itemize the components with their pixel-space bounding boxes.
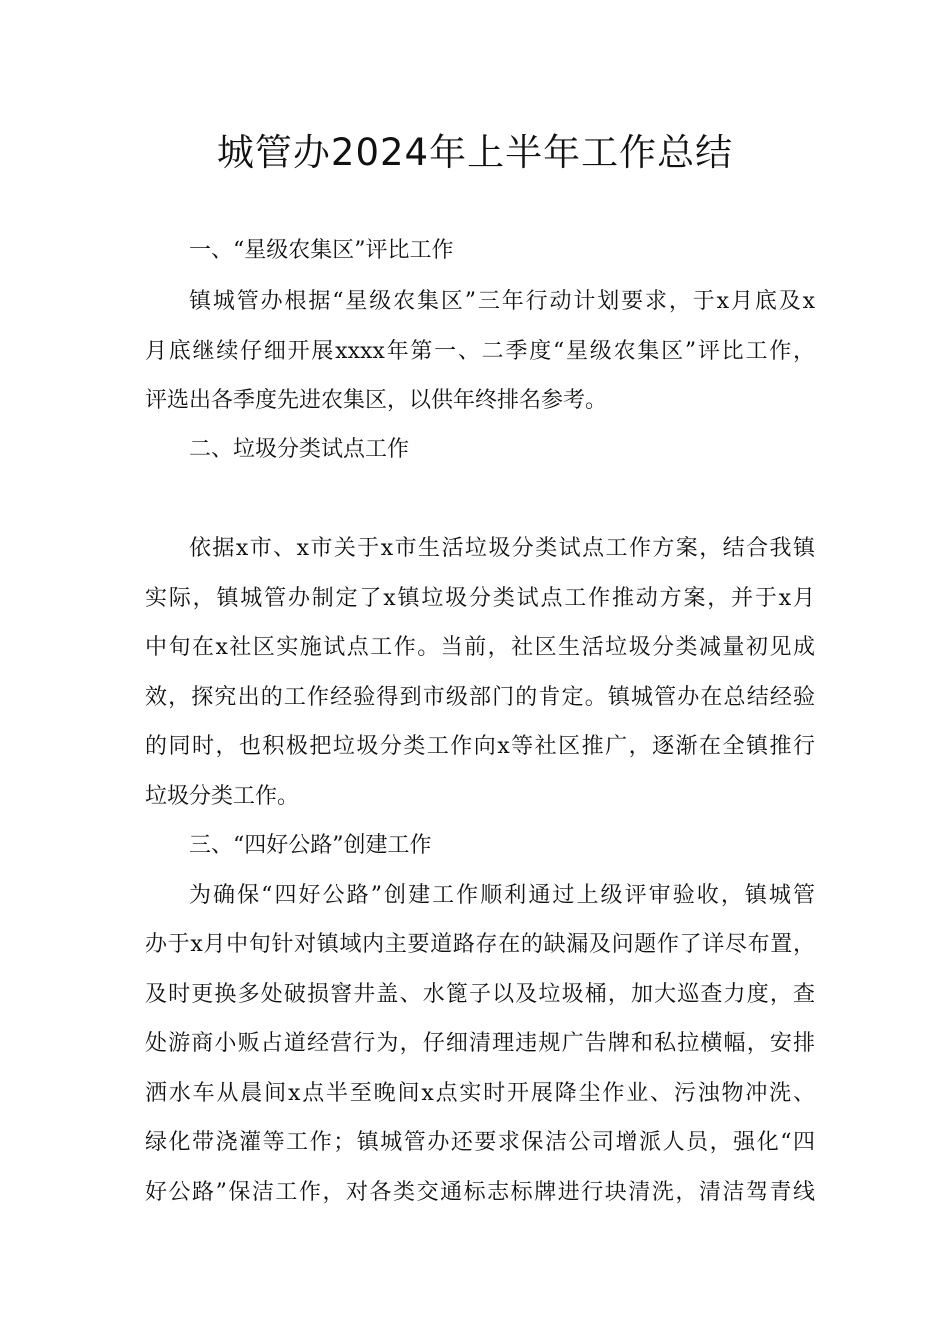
paragraph-line: 处游商小贩占道经营行为，仔细清理违规广告牌和私拉横幅，安排 (145, 1031, 815, 1056)
paragraph-line: 好公路”保洁工作，对各类交通标志标牌进行块清洗，清洁驾青线 (145, 1180, 815, 1205)
paragraph-line: 依据x市、x市关于x市生活垃圾分类试点工作方案，结合我镇 (189, 536, 815, 561)
paragraph-line: 的同时，也积极把垃圾分类工作向x等社区推广，逐渐在全镇推行 (145, 734, 815, 759)
paragraph-line: 镇城管办根据“星级农集区”三年行动计划要求，于x月底及x (189, 289, 815, 314)
paragraph-line: 办于x月中旬针对镇域内主要道路存在的缺漏及问题作了详尽布置， (145, 932, 815, 957)
paragraph-line: 及时更换多处破损窨井盖、水篦子以及垃圾桶，加大巡查力度，查 (145, 982, 815, 1007)
paragraph-line: 为确保“四好公路”创建工作顺利通过上级评审验收，镇城管 (189, 883, 815, 908)
paragraph-line: 评选出各季度先进农集区，以供年终排名参考。 (145, 388, 608, 413)
section-heading-2: 二、垃圾分类试点工作 (189, 437, 410, 462)
paragraph-line: 效，探究出的工作经验得到市级部门的肯定。镇城管办在总结经验 (145, 685, 815, 710)
section-heading-3: 三、“四好公路”创建工作 (189, 833, 432, 858)
paragraph-line: 中旬在x社区实施试点工作。当前，社区生活垃圾分类减量初见成 (145, 635, 815, 660)
document-title: 城管办2024年上半年工作总结 (216, 131, 734, 174)
paragraph-line: 洒水车从晨间x点半至晚间x点实时开展降尘作业、污浊物冲洗、 (145, 1081, 815, 1106)
paragraph-line: 实际，镇城管办制定了x镇垃圾分类试点工作推动方案，并于x月 (145, 586, 815, 611)
section-heading-1: 一、“星级农集区”评比工作 (189, 238, 454, 263)
paragraph-line: 绿化带浇灌等工作；镇城管办还要求保洁公司增派人员，强化“四 (145, 1130, 815, 1155)
paragraph-line: 垃圾分类工作。 (145, 784, 300, 809)
paragraph-line: 月底继续仔细开展xxxx年第一、二季度“星级农集区”评比工作， (145, 339, 815, 364)
